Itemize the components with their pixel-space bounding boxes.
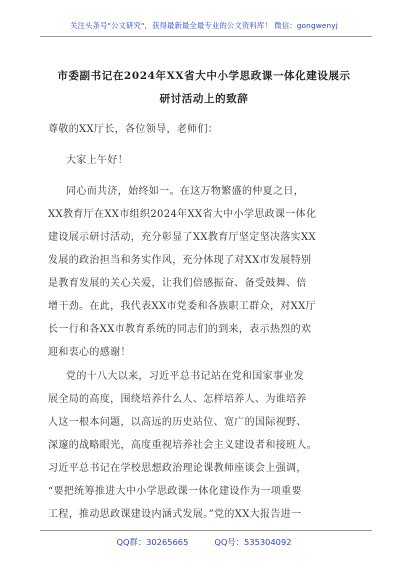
paragraph-line: 习近平总书记在学校思想政治理论课教师座谈会上强调， [48,463,307,474]
paragraph-line: 工程，推动思政课建设内涵式发展。”党的XX大报告进一 [48,509,302,520]
footer-divider [40,530,372,531]
paragraph-line: 增干劲。在此，我代表XX市党委和各族职工群众，对XX厅 [48,301,316,312]
salutation-text: 尊敬的XX厅长，各位领导，老师们： [48,124,219,135]
paragraph-line: 是教育发展的关心关爱，让我们倍感振奋、备受鼓舞、倍 [48,278,307,289]
footer-qq-number: QQ号：535304092 [214,537,292,547]
header-banner: 关注头条号"公文研究"，获得最新最全最专业的公文资料库！ 微信：gongwenyj [70,21,338,30]
paragraph-line: 人这一根本问题，以高远的历史站位、宽广的国际视野、 [48,417,307,428]
paragraph-line: 迎和衷心的感谢！ [48,347,131,358]
document-title-line-1: 市委副书记在2024年XX省大中小学思政课一体化建设展示 [57,70,351,82]
greeting [48,149,364,172]
paragraph-line: 党的十八大以来，习近平总书记站在党和国家事业发 [66,371,305,382]
paragraph-line: 展全局的高度，围绕培养什么人、怎样培养人、为谁培养 [48,394,307,405]
paragraph-line: 发展的政治担当和务实作风，充分体现了对XX市发展特别 [48,255,312,266]
paragraph-line: 长一行和各XX市教育系统的同志们的到来，表示热烈的欢 [48,324,312,335]
paragraph-line: 建设展示研讨活动，充分彰显了XX教育厅坚定坚决落实XX [48,232,316,243]
footer-contact [0,536,408,548]
paragraph-1 [48,180,364,364]
salutation [48,118,364,141]
paragraph-2 [48,365,364,526]
paragraph-line: XX教育厅在XX市组织2024年XX省大中小学思政课一体化 [48,209,317,220]
greeting-text: 大家上午好！ [66,155,129,166]
document-title-line-2: 研讨活动上的致辞 [159,93,249,105]
paragraph-line: 同心而共济，始终如一。在这万物繁盛的仲夏之日， [66,186,305,197]
footer-qq-group: QQ群：30265665 [116,537,189,547]
paragraph-line: 深邃的战略眼光，高度重视培养社会主义建设者和接班人。 [48,440,318,451]
paragraph-line: “要把统筹推进大中小学思政课一体化建设作为一项重要 [48,486,302,497]
header-divider [40,36,372,37]
